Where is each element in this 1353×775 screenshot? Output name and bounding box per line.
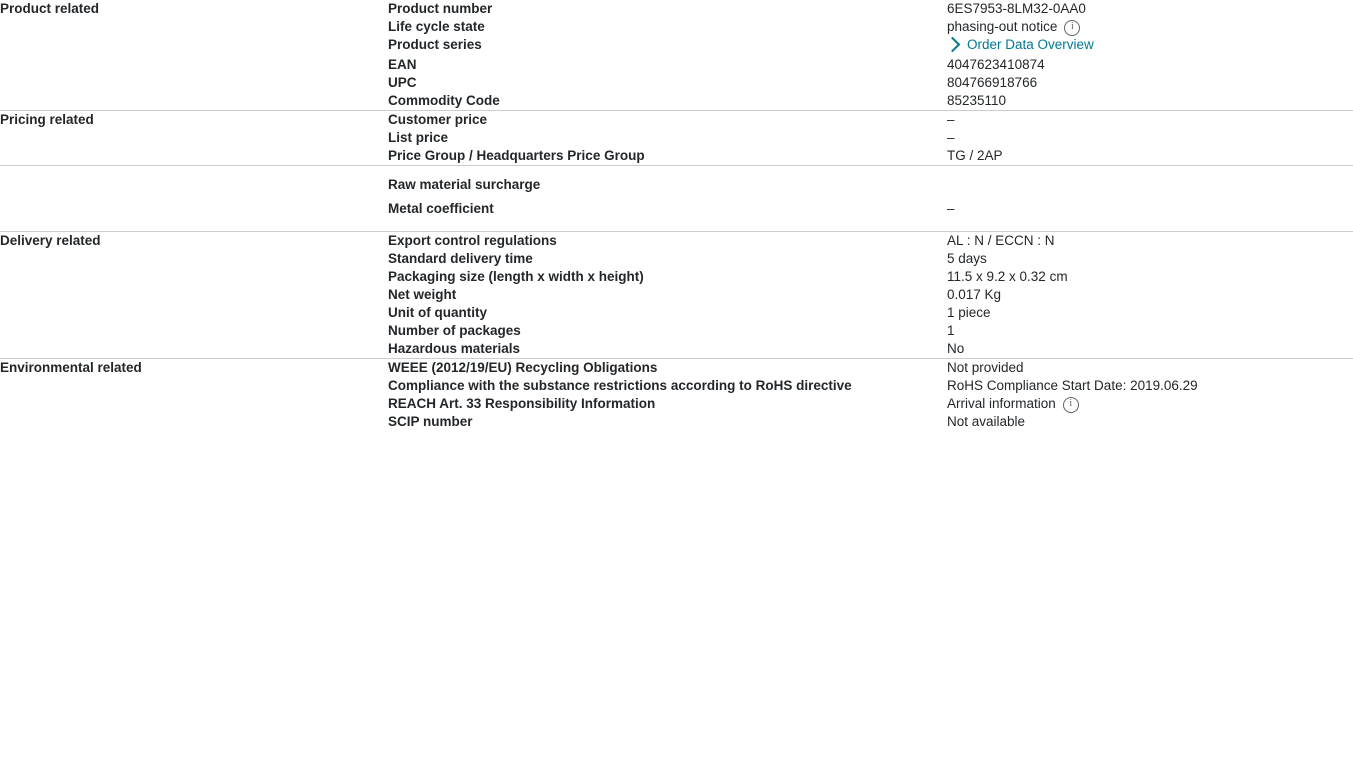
- row-label-commodity-code: Commodity Code: [388, 92, 500, 108]
- row-value-commodity-code: 85235110: [947, 92, 1007, 108]
- row-label-unit-of-quantity: Unit of quantity: [388, 304, 487, 320]
- row-value-weee-recycling-obligations: Not provided: [947, 358, 1353, 377]
- row-label-product-series: Product series: [388, 37, 482, 52]
- row-value-customer-price: –: [947, 110, 1353, 129]
- group-title-environmental-related: Environmental related: [0, 358, 388, 431]
- group-title-product-related: Product related: [0, 1, 100, 16]
- table-row: [0, 0, 1353, 18]
- row-label-scip-number: SCIP number: [388, 413, 473, 429]
- order-data-overview-label: Order Data Overview: [967, 37, 1094, 52]
- row-value-price-group: TG / 2AP: [947, 147, 1003, 163]
- row-value-reach-responsibility-information: [947, 395, 1353, 413]
- row-label-price-group: Price Group / Headquarters Price Group: [388, 147, 645, 163]
- arrival-information-wrap: [947, 395, 1079, 413]
- row-value-unit-of-quantity: 1 piece: [947, 304, 991, 320]
- row-label-product-number: Product number: [388, 1, 493, 16]
- row-label-standard-delivery-time: Standard delivery time: [388, 250, 533, 266]
- info-icon[interactable]: [1064, 20, 1080, 36]
- row-value-export-control-regulations: AL : N / ECCN : N: [947, 231, 1353, 250]
- row-value-list-price: –: [947, 129, 955, 145]
- table-row: [0, 165, 1353, 197]
- row-value-life-cycle-state: [947, 18, 1353, 36]
- arrival-information-text[interactable]: Arrival information: [947, 395, 1056, 411]
- row-value-standard-delivery-time: 5 days: [947, 250, 987, 266]
- order-data-overview-link[interactable]: [947, 36, 1094, 54]
- group-title-delivery-related: Delivery related: [0, 231, 388, 358]
- row-label-customer-price: Customer price: [388, 110, 947, 129]
- row-value-metal-coefficient: –: [947, 200, 955, 216]
- row-label-rohs-compliance: Compliance with the substance restrictions according to RoHS directive: [388, 377, 852, 393]
- row-value-ean: 4047623410874: [947, 56, 1045, 72]
- row-label-export-control-regulations: Export control regulations: [388, 231, 947, 250]
- row-label-upc: UPC: [388, 74, 417, 90]
- row-label-metal-coefficient: Metal coefficient: [388, 200, 494, 216]
- row-value-scip-number: Not available: [947, 413, 1026, 429]
- group-title-surcharge: [0, 165, 388, 231]
- row-label-weee-recycling-obligations: WEEE (2012/19/EU) Recycling Obligations: [388, 358, 947, 377]
- row-label-number-of-packages: Number of packages: [388, 322, 521, 338]
- chevron-right-icon: [945, 36, 961, 52]
- row-value-rohs-compliance: RoHS Compliance Start Date: 2019.06.29: [947, 377, 1198, 393]
- group-title-pricing-related: Pricing related: [0, 110, 388, 165]
- row-value-raw-material-surcharge: [947, 165, 1353, 197]
- row-value-hazardous-materials: No: [947, 340, 965, 356]
- info-icon[interactable]: [1063, 397, 1079, 413]
- row-value-packaging-size: 11.5 x 9.2 x 0.32 cm: [947, 268, 1068, 284]
- row-label-ean: EAN: [388, 56, 417, 72]
- life-cycle-state-text: phasing-out notice: [947, 19, 1058, 34]
- row-label-reach-responsibility-information: REACH Art. 33 Responsibility Information: [388, 395, 656, 411]
- row-label-life-cycle-state: Life cycle state: [388, 19, 485, 34]
- row-label-raw-material-surcharge: Raw material surcharge: [388, 165, 947, 197]
- table-row: [0, 110, 1353, 129]
- row-label-net-weight: Net weight: [388, 286, 457, 302]
- row-value-net-weight: 0.017 Kg: [947, 286, 1002, 302]
- row-value-product-number: 6ES7953-8LM32-0AA0: [947, 1, 1086, 16]
- row-value-upc: 804766918766: [947, 74, 1038, 90]
- row-value-product-series: [947, 36, 1353, 56]
- row-value-number-of-packages: 1: [947, 322, 955, 338]
- row-label-packaging-size: Packaging size (length x width x height): [388, 268, 644, 284]
- table-row: [0, 231, 1353, 250]
- table-row: [0, 358, 1353, 377]
- row-label-list-price: List price: [388, 129, 449, 145]
- row-label-hazardous-materials: Hazardous materials: [388, 340, 521, 356]
- life-cycle-state-value-wrap: [947, 18, 1080, 36]
